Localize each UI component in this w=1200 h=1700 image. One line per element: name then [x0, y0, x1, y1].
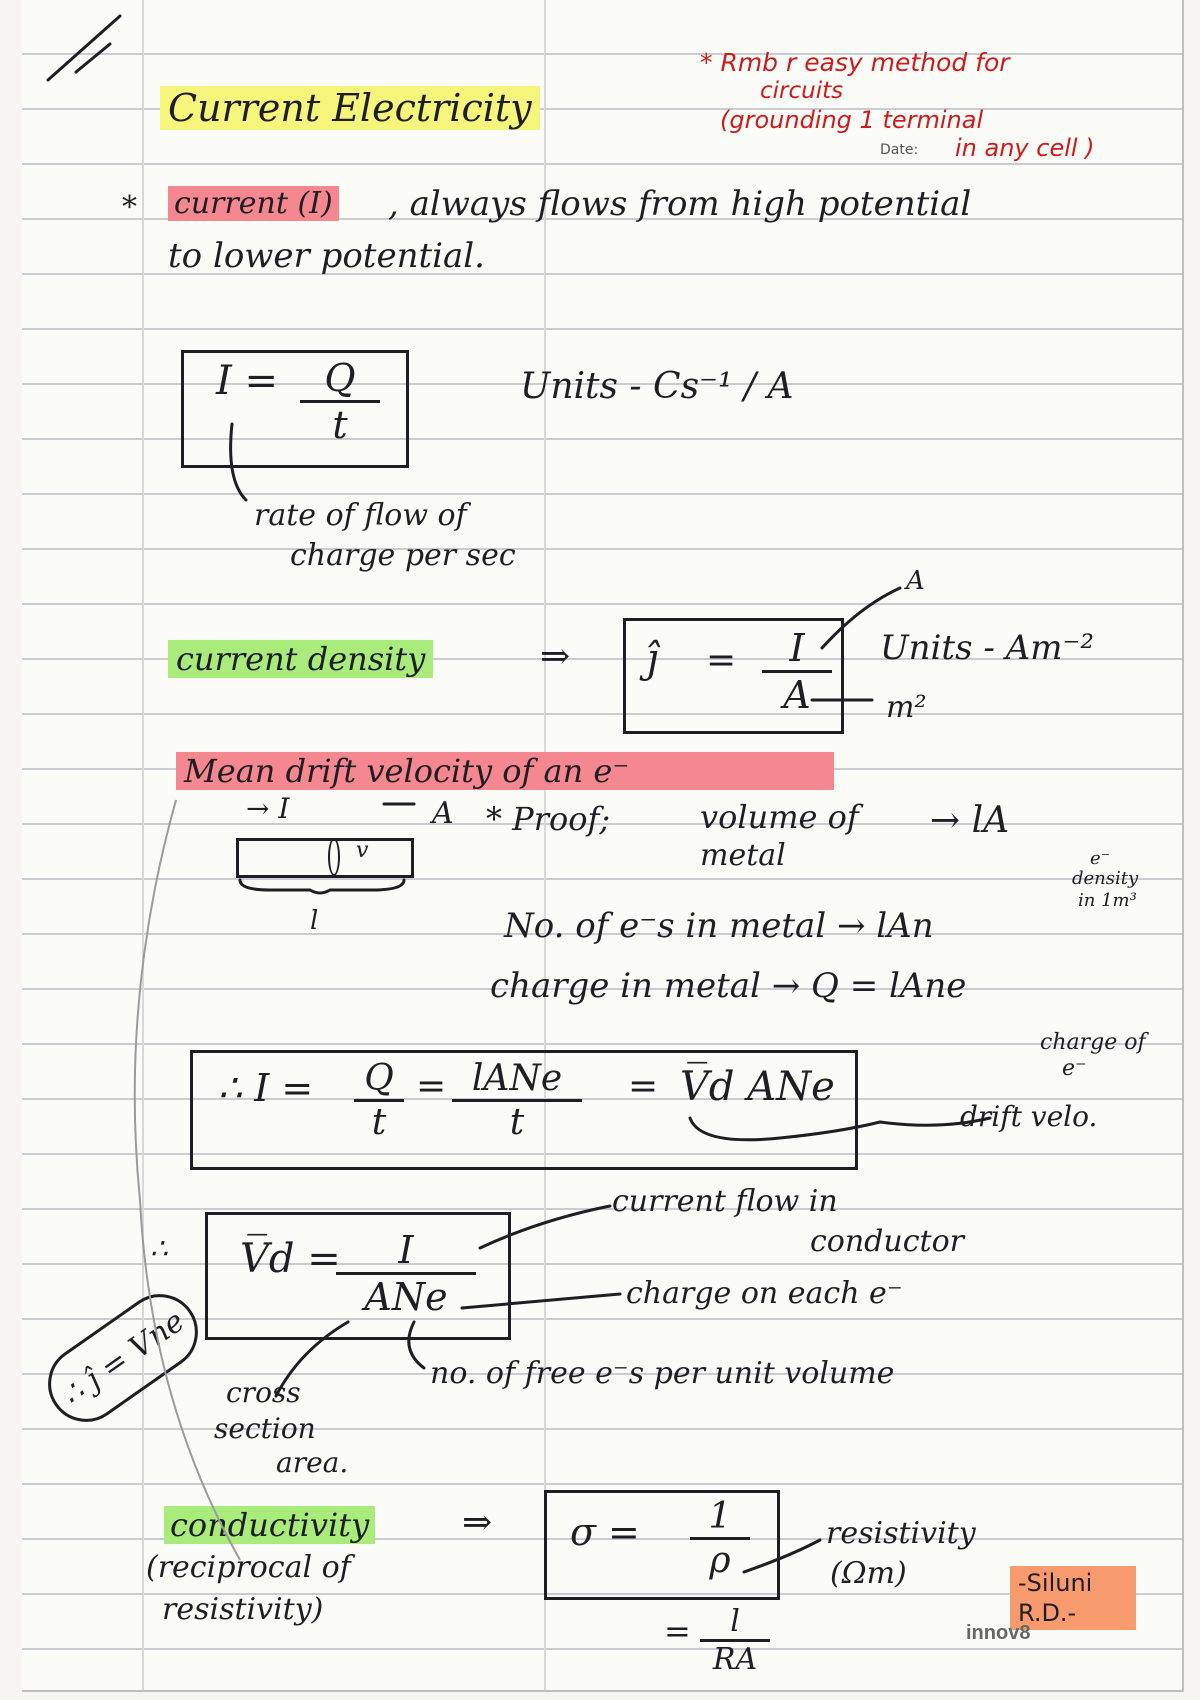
diagram-label: v̅ — [356, 838, 369, 863]
reminder-line: (grounding 1 terminal — [720, 106, 984, 134]
denominator: t — [354, 1099, 404, 1143]
equals: = — [416, 1066, 447, 1107]
units-text: Units - Cs⁻¹ / A — [520, 366, 794, 407]
fraction — [336, 1228, 476, 1319]
formula-rhs: V̅d ANe — [680, 1064, 835, 1110]
formula-lhs: σ = — [570, 1510, 640, 1554]
conductor-diagram — [236, 838, 414, 878]
fraction — [700, 1604, 770, 1677]
cross-section-mark — [328, 838, 340, 876]
annotation-text: area. — [276, 1446, 349, 1479]
conductivity-sub: (reciprocal of — [146, 1550, 351, 1585]
proof-text: No. of e⁻s in metal → lAn — [504, 906, 934, 946]
numerator: I — [789, 626, 805, 670]
denominator: A — [762, 670, 832, 717]
bullet: * — [122, 190, 137, 225]
formula-lhs: ∴ I = — [218, 1066, 314, 1110]
numerator: lANe — [471, 1058, 563, 1099]
side-note: in 1m³ — [1078, 890, 1137, 911]
diagram-label: A — [432, 796, 454, 831]
formula-lhs: I = — [216, 358, 279, 404]
formula-lhs: V̅d = — [240, 1236, 341, 1282]
arrow-icon: ⇒ — [462, 1502, 493, 1543]
proof-text: metal — [700, 838, 786, 873]
equals: = — [664, 1612, 691, 1650]
annotation-text: conductor — [810, 1224, 964, 1259]
date-label: Date: — [880, 142, 919, 158]
density-label: current density — [168, 640, 433, 678]
annotation-text: cross — [226, 1376, 301, 1409]
numerator: l — [730, 1604, 740, 1639]
side-note: density — [1072, 868, 1139, 889]
denominator: t — [300, 400, 380, 447]
reminder-line: circuits — [760, 78, 844, 104]
reminder-line: in any cell ) — [955, 134, 1095, 162]
units-text: Units - Am⁻² — [880, 628, 1095, 668]
formula-lhs: ĵ — [646, 636, 659, 682]
page-title: Current Electricity — [160, 86, 540, 130]
note-text: A — [906, 566, 925, 596]
fraction — [762, 626, 832, 717]
numerator: Q — [324, 356, 356, 400]
side-note: e⁻ — [1062, 1056, 1087, 1081]
numerator: 1 — [708, 1496, 732, 1537]
fraction — [452, 1058, 582, 1143]
side-note: charge of — [1040, 1030, 1146, 1055]
proof-text: charge in metal → Q = lAne — [490, 966, 967, 1006]
reminder-line: * Rmb r easy method for — [700, 48, 1010, 77]
numerator: I — [398, 1228, 414, 1272]
side-formula: ∴ ĵ = Vne — [55, 1303, 191, 1413]
annotation-text: no. of free e⁻s per unit volume — [430, 1356, 895, 1391]
annotation-text: charge on each e⁻ — [626, 1276, 903, 1311]
fraction — [354, 1058, 404, 1143]
equals: = — [628, 1066, 659, 1107]
brand-logo: innov8 — [966, 1622, 1031, 1644]
current-term: current (I) — [168, 186, 339, 221]
therefore-icon: ∴ — [150, 1232, 168, 1265]
note-text: charge per sec — [290, 538, 516, 573]
side-note: drift velo. — [960, 1100, 1098, 1133]
annotation-text: section — [214, 1412, 316, 1445]
note-text: rate of flow of — [254, 498, 467, 533]
proof-text: volume of — [700, 798, 859, 836]
diagram-label: l — [310, 906, 319, 936]
intro-text: to lower potential. — [168, 236, 485, 276]
conductivity-label: conductivity — [164, 1506, 375, 1544]
annotation-text: current flow in — [612, 1184, 838, 1219]
denominator: ρ — [690, 1537, 750, 1581]
denominator: t — [452, 1099, 582, 1143]
equals: = — [706, 640, 737, 681]
signature: -Siluni R.D.- — [1010, 1566, 1136, 1630]
note-text: m² — [886, 690, 927, 725]
denominator: ANe — [336, 1272, 476, 1319]
proof-text: → lA — [930, 800, 1010, 841]
fraction — [300, 356, 380, 447]
arrow-icon: ⇒ — [540, 636, 571, 677]
margin-line — [142, 0, 144, 1690]
annotation-text: (Ωm) — [830, 1556, 907, 1591]
denominator: RA — [700, 1639, 770, 1677]
annotation-text: resistivity — [826, 1516, 976, 1551]
diagram-label: → I — [246, 792, 290, 825]
margin-line — [544, 0, 546, 1690]
conductivity-sub: resistivity) — [162, 1592, 324, 1627]
intro-text: , always flows from high potential — [388, 184, 972, 224]
fraction — [690, 1496, 750, 1581]
proof-label: * Proof; — [486, 800, 611, 838]
numerator: Q — [364, 1058, 394, 1099]
drift-heading: Mean drift velocity of an e⁻ — [176, 752, 834, 790]
side-note: e⁻ — [1090, 848, 1111, 869]
